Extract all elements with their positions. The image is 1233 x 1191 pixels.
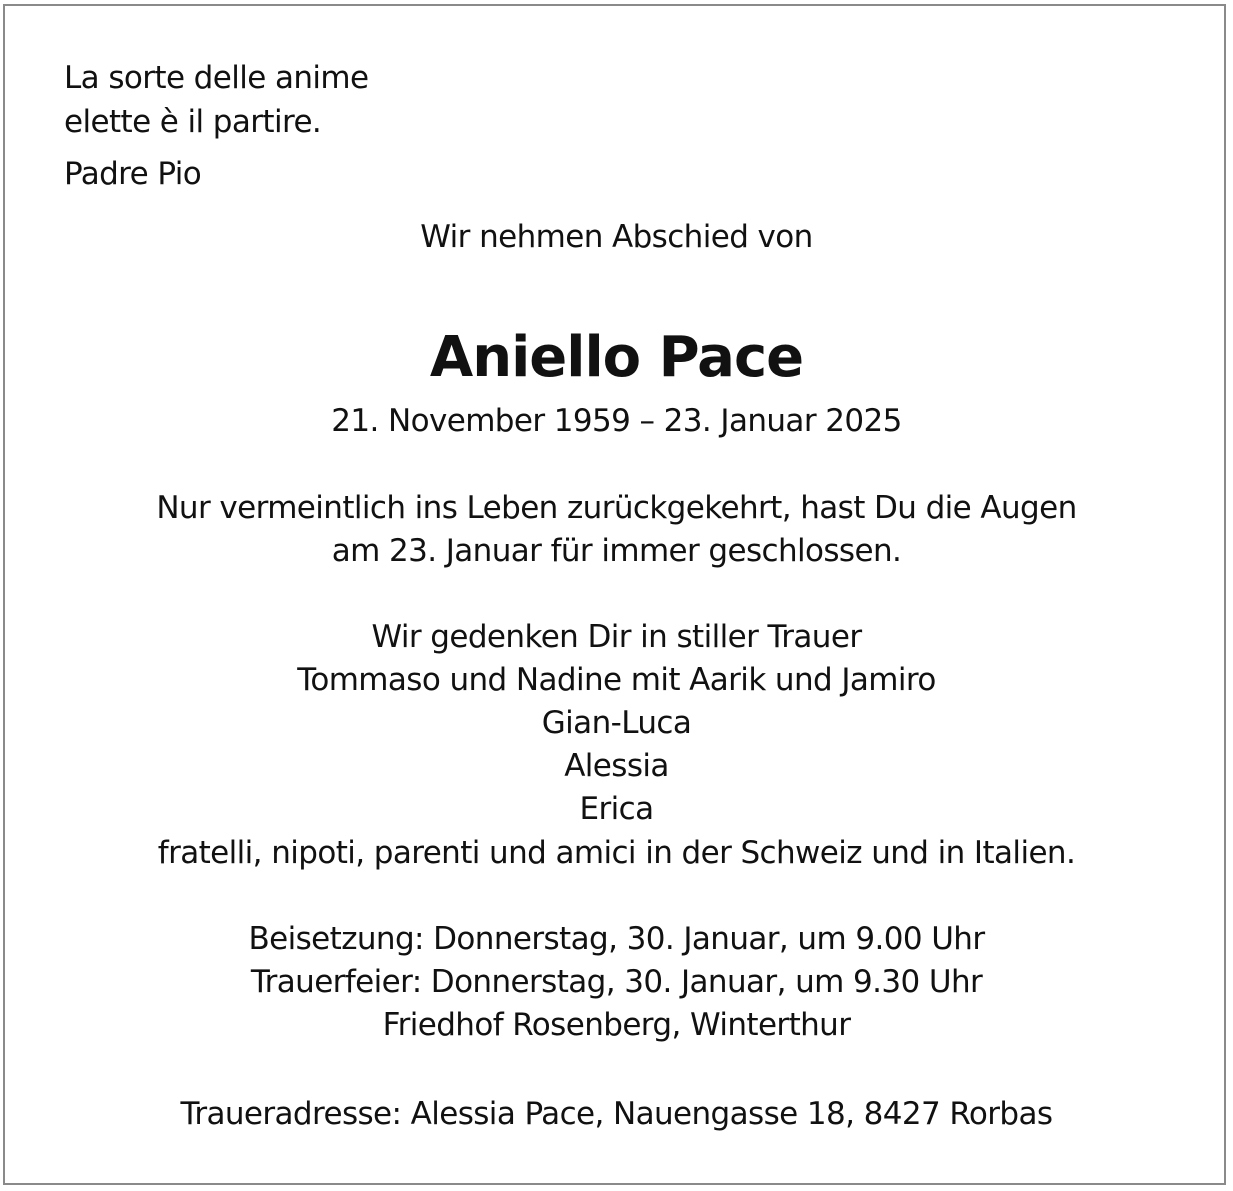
mourner-line: Tommaso und Nadine mit Aarik und Jamiro [297,662,936,698]
message-line-1: Nur vermeintlich ins Leben zurückgekehrt, hast Du die Augen [156,490,1077,526]
message-line-2: am 23. Januar für immer geschlossen. [331,533,902,569]
intro-text: Wir nehmen Abschied von [420,219,813,255]
mourner-line: Erica [579,791,654,827]
life-dates: 21. November 1959 – 23. Januar 2025 [331,403,902,439]
mourner-line: fratelli, nipoti, parenti und amici in der Schweiz und in Italien. [157,835,1076,871]
quote-author: Padre Pio [64,156,202,192]
mourner-line: Alessia [564,748,669,784]
location-info: Friedhof Rosenberg, Winterthur [382,1007,851,1043]
mourners-intro: Wir gedenken Dir in stiller Trauer [371,619,862,655]
deceased-name: Aniello Pace [429,325,804,390]
mourner-line: Gian-Luca [541,705,692,741]
service-info: Trauerfeier: Donnerstag, 30. Januar, um 9.30 Uhr [250,964,983,1000]
quote-line-1: La sorte delle anime [64,60,369,96]
burial-info: Beisetzung: Donnerstag, 30. Januar, um 9.00 Uhr [248,921,985,957]
quote-line-2: elette è il partire. [64,104,322,140]
mourning-address: Traueradresse: Alessia Pace, Nauengasse 18, 8427 Rorbas [180,1096,1053,1132]
epigraph-quote [64,56,369,196]
